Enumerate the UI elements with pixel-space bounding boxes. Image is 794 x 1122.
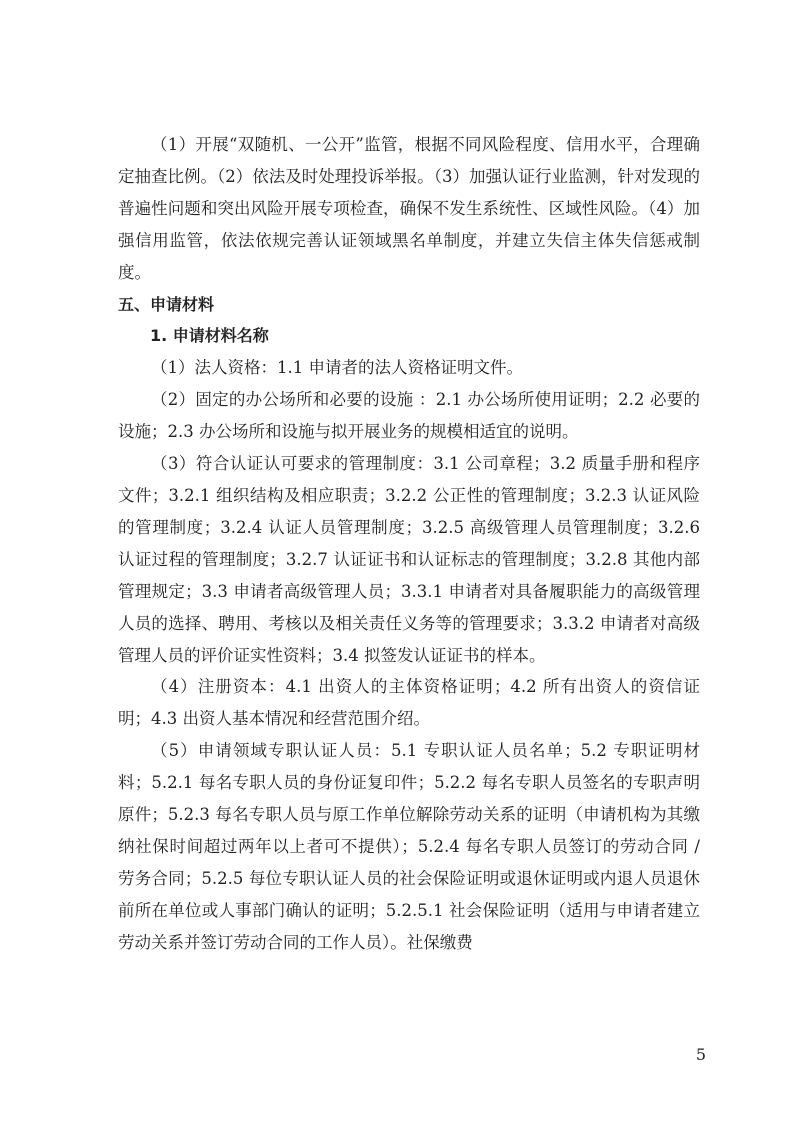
paragraph-supervision: （1）开展“双随机、一公开”监管，根据不同风险程度、信用水平，合理确定抽查比例。（2）依法及时处理投诉举报。（3）加强认证行业监测，针对发现的普遍性问题和突出风险开展专项检查，确保不发生系统性、区域性风险。（4）加强信用监管，依法依规完善认证领域黑名单制度，并建立失信主体失信惩戒制度。 [118, 135, 700, 282]
paragraph-management-system: （3）符合认证认可要求的管理制度：3.1 公司章程；3.2 质量手册和程序文件；3.2.1 组织结构及相应职责；3.2.2 公正性的管理制度；3.2.3 认证风险的管理制度；3.2.4 认证人员管理制度；3.2.5 高级管理人员管理制度；3.2.6 认证过程的管理制度；3.2.7 认证证书和认证标志的管理制度；3.2.8 其他内部管理规定；3.3 申请者高级管理人员；3.3.1 申请者对具备履职能力的高级管理人员的选择、聘用、考核以及相关责任义务等的管理要求；3.3.2 申请者对高级管理人员的评价证实性资料；3.4 拟签发认证证书的样本。 [118, 454, 700, 665]
paragraph-legal-qualification: （1）法人资格：1.1 申请者的法人资格证明文件。 [151, 358, 523, 378]
sub-heading: 1. 申请材料名称 [150, 326, 269, 346]
page-number: 5 [695, 1045, 706, 1064]
paragraph-registered-capital: （4）注册资本：4.1 出资人的主体资格证明；4.2 所有出资人的资信证明；4.3 出资人基本情况和经营范围介绍。 [118, 677, 700, 729]
paragraph-certification-personnel: （5）申请领域专职认证人员：5.1 专职认证人员名单；5.2 专职证明材料；5.2.1 每名专职人员的身份证复印件；5.2.2 每名专职人员签名的专职声明原件；5.2.3 每名专职人员与原工作单位解除劳动关系的证明（申请机构为其缴纳社保时间超过两年以上者可不提供）；5.2.4 每名专职人员签订的劳动合同 / 劳务合同；5.2.5 每位专职认证人员的社会保险证明或退休证明或内退人员退休前所在单位或人事部门确认的证明；5.2.5.1 社会保险证明（适用与申请者建立劳动关系并签订劳动合同的工作人员）。社保缴费 [118, 741, 700, 952]
document-body [118, 129, 700, 959]
section-heading: 五、申请材料 [118, 294, 215, 314]
paragraph-office-facilities: （2）固定的办公场所和必要的设施 ：2.1 办公场所使用证明；2.2 必要的设施；2.3 办公场所和设施与拟开展业务的规模相适宜的说明。 [118, 390, 700, 442]
